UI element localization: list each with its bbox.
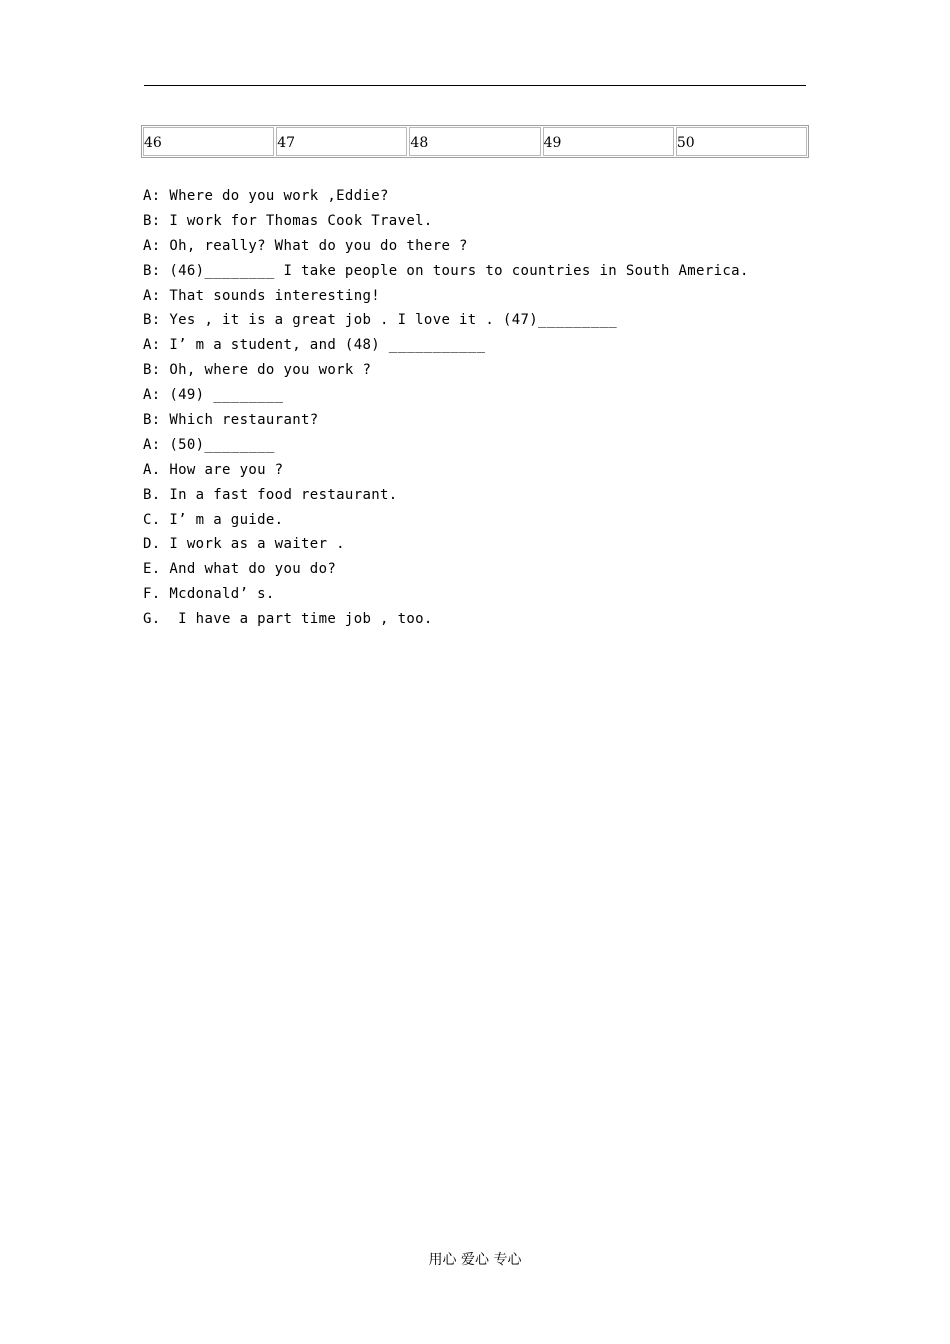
option-item: G. I have a part time job , too. xyxy=(143,611,433,628)
option-item: F. Mcdonald’ s. xyxy=(143,586,275,603)
option-item: A. How are you ? xyxy=(143,461,284,478)
answer-cell-46[interactable]: 46 xyxy=(143,127,274,156)
dialogue-line: A: Oh, really? What do you do there ? xyxy=(143,237,468,254)
answer-cell-47[interactable]: 47 xyxy=(276,127,407,156)
dialogue-line: B: Which restaurant? xyxy=(143,412,319,429)
dialogue-line: B: I work for Thomas Cook Travel. xyxy=(143,212,433,229)
dialogue-line: B: (46)________ I take people on tours to countries in South America. xyxy=(143,262,749,279)
answer-cell-49[interactable]: 49 xyxy=(543,127,674,156)
option-item: C. I’ m a guide. xyxy=(143,511,284,528)
header-rule xyxy=(144,85,806,86)
dialogue-line: A: (49) ________ xyxy=(143,387,284,404)
answer-cell-50[interactable]: 50 xyxy=(676,127,807,156)
option-item: B. In a fast food restaurant. xyxy=(143,486,398,503)
dialogue-line: A: (50)________ xyxy=(143,436,275,453)
option-item: E. And what do you do? xyxy=(143,561,337,578)
exercise-text xyxy=(143,186,843,634)
dialogue-line: A: That sounds interesting! xyxy=(143,287,381,304)
dialogue-line: A: Where do you work ,Eddie? xyxy=(143,188,389,204)
page-footer: 用心 爱心 专心 xyxy=(428,1252,522,1268)
dialogue-line: A: I’ m a student, and (48) ___________ xyxy=(143,337,486,354)
answer-table xyxy=(141,125,809,158)
dialogue-line: B: Oh, where do you work ? xyxy=(143,362,372,379)
dialogue-line: B: Yes , it is a great job . I love it . (47)_________ xyxy=(143,312,618,329)
option-item: D. I work as a waiter . xyxy=(143,536,345,553)
answer-cell-48[interactable]: 48 xyxy=(409,127,540,156)
